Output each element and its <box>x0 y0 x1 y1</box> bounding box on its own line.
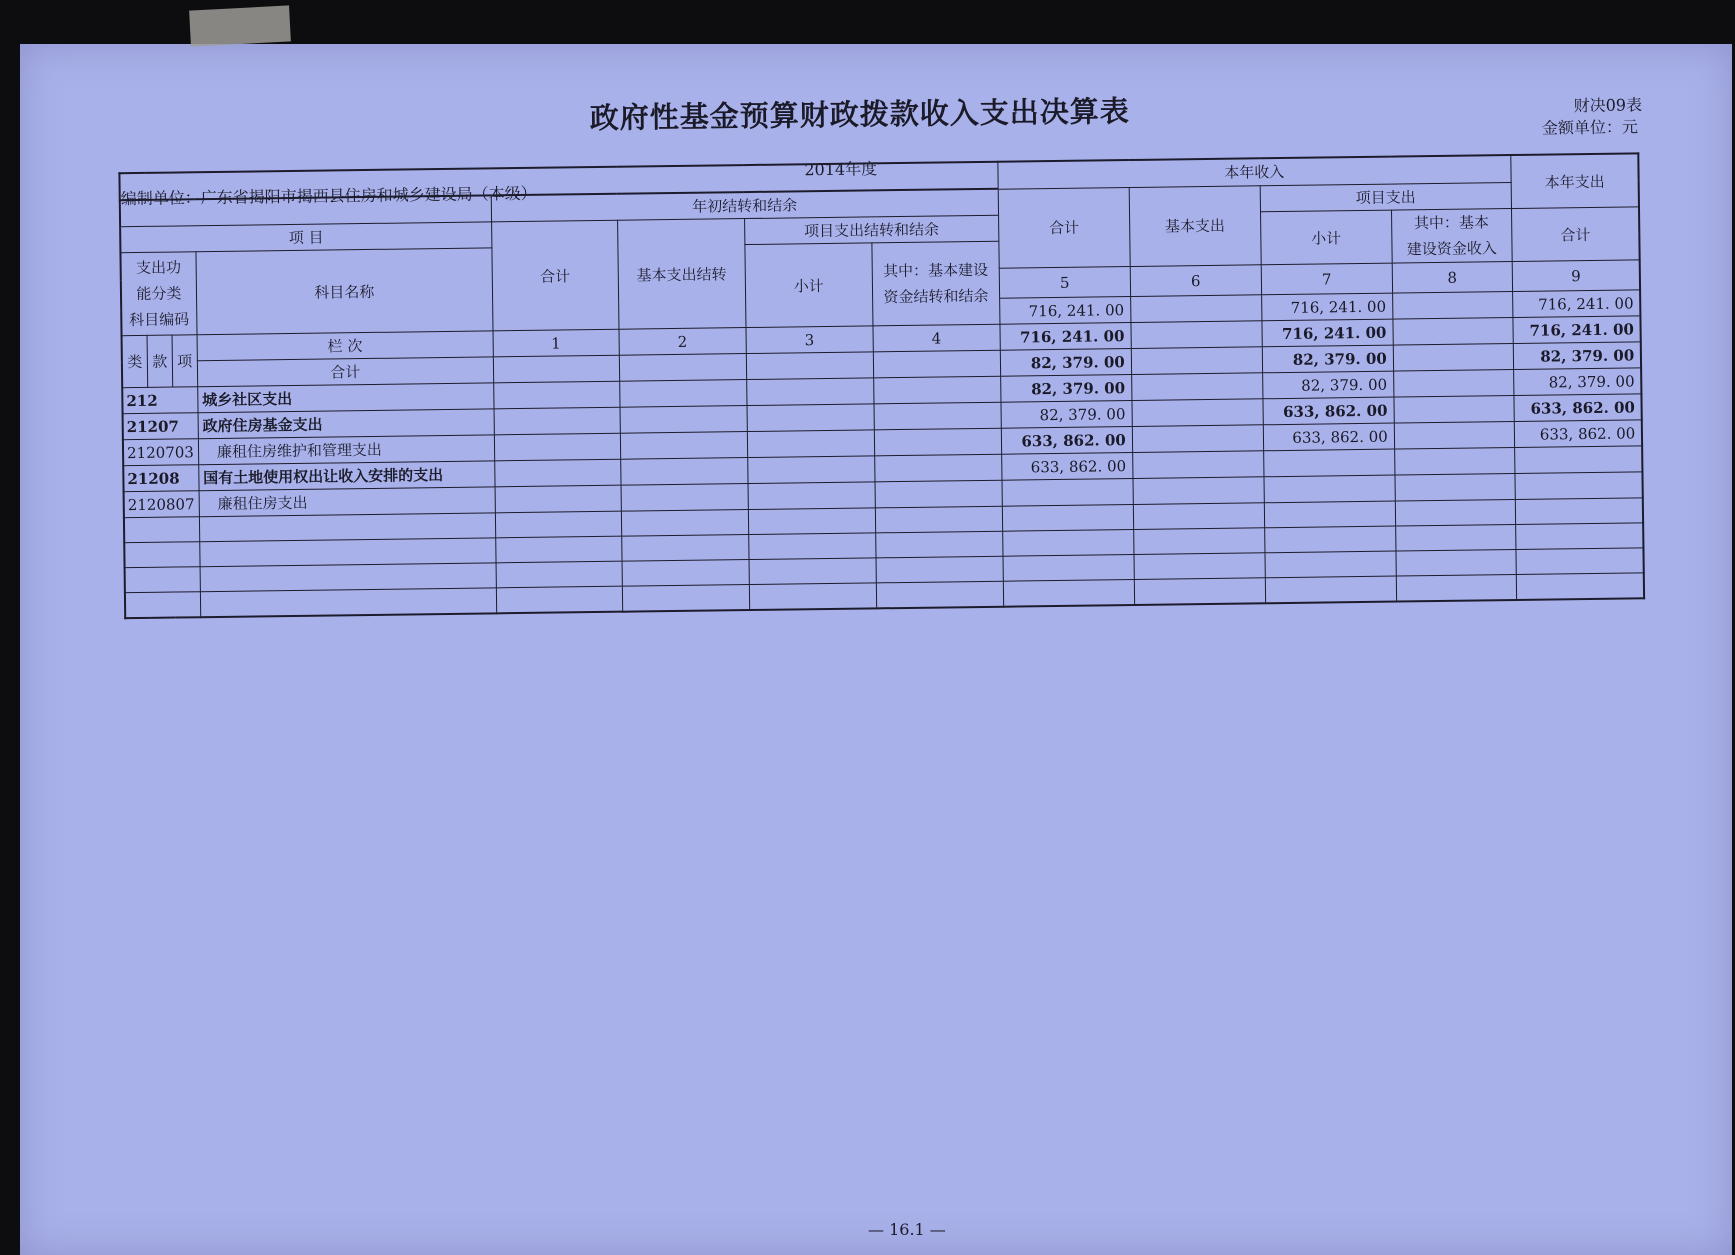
col-num-9: 9 <box>1512 260 1640 292</box>
header-current-income: 本年收入 <box>998 155 1511 189</box>
header-project-expense: 项目支出 <box>1260 182 1511 212</box>
row-code-21207: 21207 <box>123 413 199 440</box>
col-num-5: 5 <box>999 267 1130 299</box>
header-function-code <box>120 252 196 336</box>
page-number: — 16.1 — <box>868 1220 946 1239</box>
header-income-total: 合计 <box>998 187 1130 268</box>
header-current-expense: 本年支出 <box>1511 153 1640 208</box>
header-capital-income-line1: 其中：基本 <box>1413 213 1490 233</box>
header-xiang: 项 <box>172 335 198 387</box>
header-project: 项 目 <box>120 222 492 253</box>
form-number: 财决09表 <box>1573 95 1643 116</box>
currency-unit: 金额单位：元 <box>1541 117 1639 138</box>
header-capital-carryover <box>872 241 1000 326</box>
func-code-line1: 支出功 <box>135 258 182 278</box>
header-beginning-carryover: 年初结转和结余 <box>491 189 998 222</box>
col-num-7: 7 <box>1261 263 1392 295</box>
row-name-2120703: 廉租住房维护和管理支出 <box>198 435 494 465</box>
organization: 编制单位：广东省揭阳市揭西县住房和城乡建设局（本级） <box>120 183 537 209</box>
cell-r4-c5: 82, 379. 00 <box>1000 375 1131 403</box>
header-capital-carryover-line1: 其中：基本建设 <box>882 260 989 281</box>
header-basic-carryover: 基本支出结转 <box>617 219 745 330</box>
col-num-4: 4 <box>873 324 1000 352</box>
cell-r2-c7: 716, 241. 00 <box>1262 319 1393 347</box>
cell-r5-c5: 82, 379. 00 <box>1001 401 1132 429</box>
col-num-2: 2 <box>619 328 746 356</box>
header-project-carryover: 项目支出结转和结余 <box>744 215 998 244</box>
header-capital-carryover-line2: 资金结转和结余 <box>883 286 989 307</box>
fiscal-year: 2014年度 <box>804 159 878 180</box>
header-kuan: 款 <box>147 335 173 387</box>
row-name-21208: 国有土地使用权出让收入安排的支出 <box>199 461 495 491</box>
header-capital-income <box>1391 209 1512 264</box>
col-num-8: 8 <box>1392 262 1512 294</box>
cell-r1-c9: 716, 241. 00 <box>1512 290 1640 318</box>
cell-r4-c7: 82, 379. 00 <box>1262 371 1393 399</box>
cell-r4-c9: 82, 379. 00 <box>1513 368 1641 396</box>
row-name-2120807: 廉租住房支出 <box>199 487 495 517</box>
cell-r7-c5: 633, 862. 00 <box>1001 452 1132 480</box>
header-subject-name: 科目名称 <box>196 248 493 335</box>
header-lanci: 栏 次 <box>197 331 493 361</box>
row-code-2120807: 2120807 <box>124 491 200 518</box>
header-lei: 类 <box>122 335 148 387</box>
header-total-row: 合计 <box>197 357 493 387</box>
func-code-line3: 科目编码 <box>129 310 190 330</box>
row-code-212: 212 <box>122 387 198 414</box>
document-title: 政府性基金预算财政拨款收入支出决算表 <box>589 94 1130 136</box>
header-expense-total: 合计 <box>1511 207 1640 262</box>
header-capital-income-line2: 建设资金收入 <box>1406 239 1497 259</box>
col-num-6: 6 <box>1130 265 1261 297</box>
cell-r5-c9: 633, 862. 00 <box>1514 394 1642 422</box>
cell-r3-c5: 82, 379. 00 <box>1000 349 1131 377</box>
row-code-21208: 21208 <box>123 465 199 492</box>
cell-r1-c5: 716, 241. 00 <box>999 297 1130 325</box>
cell-r6-c7: 633, 862. 00 <box>1263 423 1394 451</box>
row-code-2120703: 2120703 <box>123 439 199 466</box>
cell-r2-c5: 716, 241. 00 <box>1000 323 1131 351</box>
header-project-subtotal: 小计 <box>1260 210 1392 265</box>
col-num-1: 1 <box>493 329 619 357</box>
cell-r5-c7: 633, 862. 00 <box>1263 397 1394 425</box>
header-carry-subtotal: 小计 <box>745 243 873 328</box>
cell-r6-c5: 633, 862. 00 <box>1001 426 1132 454</box>
cell-r2-c9: 716, 241. 00 <box>1513 316 1641 344</box>
func-code-line2: 能分类 <box>136 284 182 304</box>
budget-table <box>118 152 1645 619</box>
cell-r1-c7: 716, 241. 00 <box>1261 293 1392 321</box>
row-name-212: 城乡社区支出 <box>198 383 494 413</box>
row-name-21207: 政府住房基金支出 <box>198 409 494 439</box>
cell-r3-c9: 82, 379. 00 <box>1513 342 1641 370</box>
col-num-3: 3 <box>746 326 873 354</box>
header-begin-total: 合计 <box>491 220 618 331</box>
cell-r6-c9: 633, 862. 00 <box>1514 420 1642 448</box>
cell-r3-c7: 82, 379. 00 <box>1262 345 1393 373</box>
header-income-basic: 基本支出 <box>1129 185 1261 266</box>
